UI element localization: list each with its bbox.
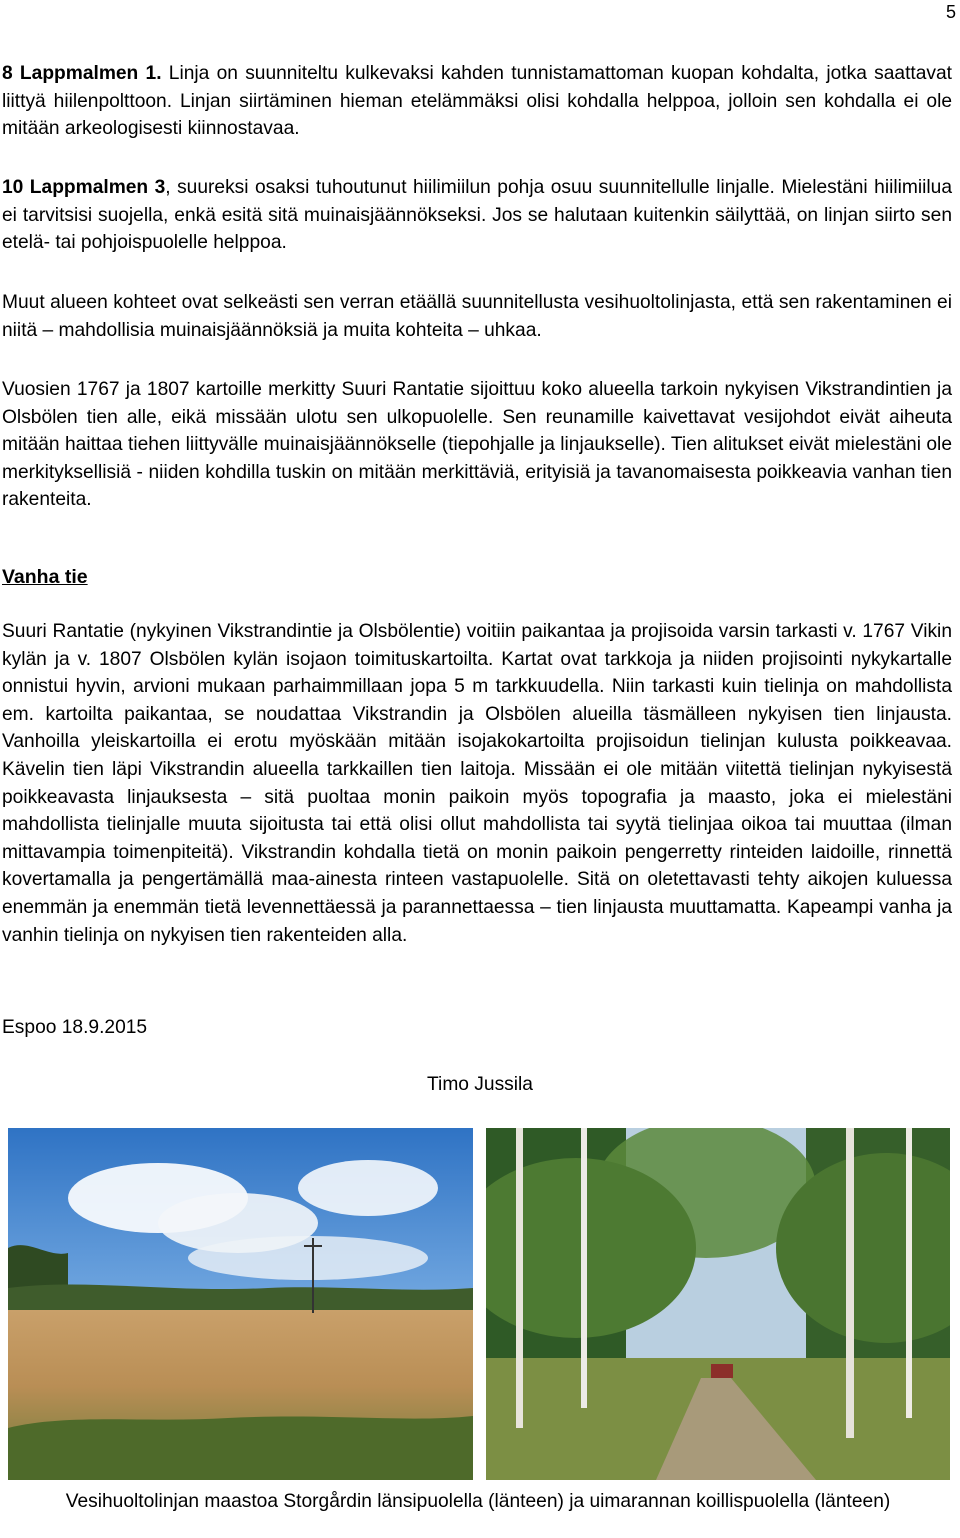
paragraph-lead: 10 Lappmalmen 3 xyxy=(2,177,166,198)
paragraph-lead: 8 Lappmalmen 1. xyxy=(2,63,162,84)
section-heading-vanha-tie: Vanha tie xyxy=(2,566,88,588)
signature-date: Espoo 18.9.2015 xyxy=(2,1017,148,1038)
paragraph-vanha-tie: Suuri Rantatie (nykyinen Vikstrandintie ja Olsbölentie) voitiin paikantaa ja projisoida varsin tarkasti v. 1767 Vikin kylän ja v. 1807 Olsbölen kylän isojaon toimituskartoilta. Kartat ovat tarkkoja ja niiden projisointi nykykartalle onnistui hyvin, arvioni mukaan parhaimmillaan jopa 5 m tarkkuudella. Niin tarkasti kuin tielinja on mahdollista em. kartoilta paikantaa, se noudattaa Vikstrandin ja Olsbölen alueilla täsmälleen nykyisen tien linjausta. Vanhoilla yleiskartoilla ei erotu myöskään mitään isojakokartoilta projisoidun tielinjan kulusta poikkeavaa. Kävelin tien läpi Vikstrandin alueella tarkkaillen tien laitoja. Missään ei ole mitään viitettä tielinjan nykyisestä poikkeavasta linjauksesta – sitä puoltaa monin paikoin myös topografia ja maasto, joka ei mielestäni mahdollista tielinjalle muuta sijoitusta tai että olisi ollut mahdollista tai syytä tielinjaa oikoa tai muuttaa (ilman mittavampia toimenpiteitä). Vikstrandin kohdalla tietä on monin paikoin pengerretty rinteiden laidoille, rinnettä kovertamalla ja pengertämällä maa-ainesta rinteen vastapuolelle. Sitä on oletettavasti tehty aikojen kuluessa enemmän ja enemmän tietä levennettäessä ja parannettaessa – tien linjausta muuttamatta. Kapeampi vanha ja vanhin tielinja on nykyisen tien rakenteiden alla. xyxy=(2,621,952,946)
photo-forest-road xyxy=(486,1128,950,1480)
paragraph-suuri-rantatie: Vuosien 1767 ja 1807 kartoille merkitty Suuri Rantatie sijoittuu koko alueella tarkoin nykyisen Vikstrandintien ja Olsbölen tien alle, eikä missään ulotu sen ulkopuolelle. Sen reunamille kaivettavat vesijohdot eivät aiheuta mitään haittaa tiehen liittyvälle muinaisjäännökselle (tiepohjalle ja linjaukselle). Tien alitukset eivät mielestäni ole merkityksellisiä - niiden kohdilla tuskin on mitään merkittäviä, erityisiä ja tavanomaisesta poikkeavia vanhan tien rakenteita. xyxy=(2,379,952,511)
paragraph-text: Linja on suunniteltu kulkevaksi kahden tunnistamattoman kuopan kohdalta, jotka saattavat liittyä hiilenpolttoon. Linjan siirtäminen hieman etelämmäksi olisi kohdalla helppoa, jolloin sen kohdalla ei ole mitään arkeologisesti kiinnostavaa. xyxy=(2,63,952,140)
page-number: 5 xyxy=(945,2,956,22)
paragraph-lappmalmen-3 xyxy=(2,174,952,257)
paragraph-lappmalmen-1 xyxy=(2,60,952,143)
photo-caption: Vesihuoltolinjan maastoa Storgårdin länsipuolella (länteen) ja uimarannan koillispuolella (länteen) xyxy=(65,1491,891,1512)
photo-field-landscape xyxy=(8,1128,473,1480)
paragraph-other-sites: Muut alueen kohteet ovat selkeästi sen verran etäällä suunnitellusta vesihuoltolinjasta, että sen rakentaminen ei niitä – mahdollisia muinaisjäännöksiä ja muita kohteita – uhkaa. xyxy=(2,292,952,341)
paragraph-text: , suureksi osaksi tuhoutunut hiilimiilun pohja osuu suunnitellulle linjalle. Mielestäni hiilimiilua ei tarvitsisi suojella, enkä esitä sitä muinaisjäännökseksi. Jos se halutaan kuitenkin säilyttää, on linjan siirto sen etelä- tai pohjoispuolelle helppoa. xyxy=(2,177,952,254)
signature-author: Timo Jussila xyxy=(427,1074,533,1095)
